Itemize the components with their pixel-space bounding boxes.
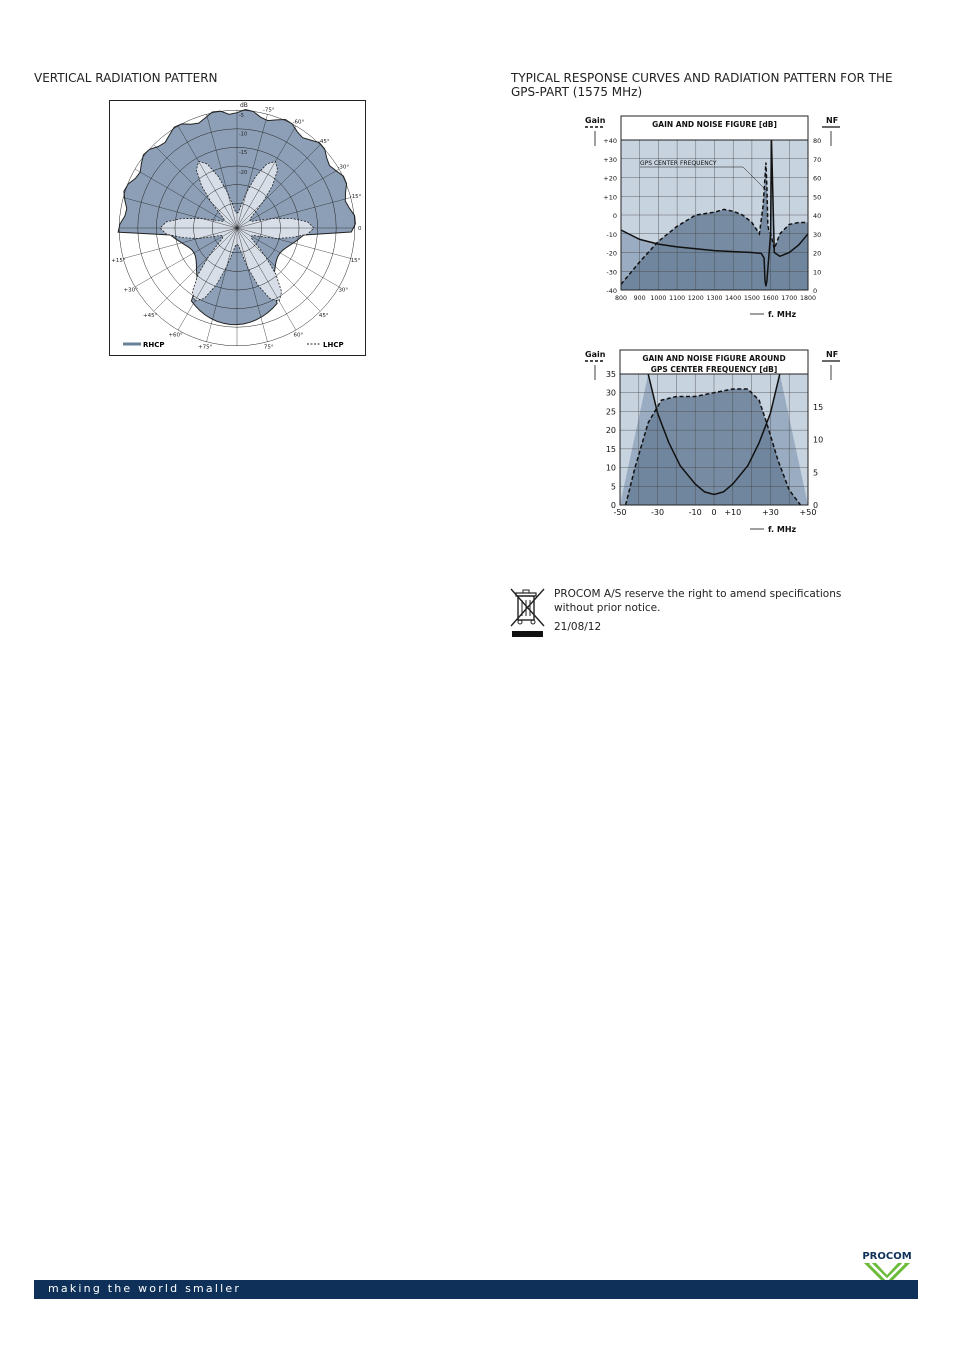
x-tick: 1000 — [650, 295, 667, 302]
polar-ring-label: -5 — [239, 112, 244, 119]
x-tick: 1800 — [799, 295, 817, 302]
x-tick: -50 — [613, 508, 627, 517]
polar-ring-label: -20 — [239, 169, 248, 176]
y-left-tick: 0 — [610, 501, 616, 510]
footer-bar — [34, 1280, 918, 1299]
y-left-tick: 5 — [610, 482, 616, 492]
x-tick: 0 — [711, 508, 717, 517]
polar-angle-label: 15° — [350, 257, 361, 264]
chart-title: GAIN AND NOISE FIGURE AROUND — [642, 354, 786, 363]
polar-ring-label: -15 — [239, 150, 248, 157]
polar-angle-label: -60° — [292, 119, 305, 126]
polar-angle-label: +45° — [143, 312, 158, 319]
y-left-tick: 15 — [605, 444, 616, 454]
x-tick: 1500 — [743, 295, 760, 302]
nf-axis-label: NF — [826, 350, 839, 359]
y-left-tick: 0 — [612, 212, 617, 220]
y-left-tick: 10 — [605, 463, 616, 473]
y-left-tick: +10 — [603, 193, 617, 202]
x-axis-label: f. MHz — [768, 310, 797, 319]
y-right-tick: 15 — [813, 402, 824, 412]
polar-angle-label: +30° — [123, 287, 138, 294]
notice-text: PROCOM A/S reserve the right to amend specifications without prior notice. — [554, 588, 842, 614]
y-left-tick: -20 — [606, 249, 617, 258]
polar-angle-label: +60° — [168, 332, 183, 339]
x-tick: +50 — [799, 508, 817, 517]
y-left-tick: 35 — [605, 370, 616, 379]
y-right-tick: 70 — [813, 155, 822, 164]
y-right-tick: 80 — [813, 137, 822, 145]
polar-ring-label: -10 — [239, 131, 248, 138]
x-tick: 1100 — [669, 295, 686, 302]
y-right-tick: 10 — [813, 435, 824, 445]
vertical-pattern-heading: VERTICAL RADIATION PATTERN — [34, 71, 218, 85]
gain-axis-label: Gain — [585, 350, 606, 359]
x-tick: +10 — [724, 508, 742, 517]
y-left-tick: -30 — [606, 268, 617, 277]
gain-nf-center-chart — [580, 346, 845, 538]
x-tick: 1400 — [725, 295, 742, 302]
x-tick: -30 — [651, 508, 665, 517]
legend-rhcp: RHCP — [143, 341, 165, 349]
x-axis-label: f. MHz — [768, 525, 797, 534]
x-tick: -10 — [688, 508, 702, 517]
x-tick: 800 — [614, 295, 628, 302]
y-right-tick: 0 — [813, 501, 819, 510]
response-curves-heading: TYPICAL RESPONSE CURVES AND RADIATION PATTERN FOR THE GPS-PART (1575 MHz) — [511, 71, 893, 99]
y-right-tick: 60 — [813, 174, 822, 183]
nf-axis-label: NF — [826, 116, 839, 125]
y-left-tick: 30 — [605, 388, 616, 398]
x-tick: 1200 — [687, 295, 704, 302]
brand-name: PROCOM — [862, 1251, 912, 1262]
polar-angle-label: +15° — [111, 257, 126, 264]
y-left-tick: -10 — [606, 230, 617, 239]
gain-nf-wideband-chart — [580, 112, 845, 322]
polar-angle-label: -75° — [262, 107, 275, 114]
polar-angle-label: +75° — [198, 344, 213, 351]
y-right-tick: 0 — [813, 287, 818, 295]
polar-angle-label: 75° — [263, 344, 274, 351]
polar-angle-label: -15° — [349, 194, 362, 201]
x-tick: 1300 — [706, 295, 723, 302]
notice-date: 21/08/12 — [554, 621, 602, 633]
polar-angle-label: 60° — [293, 332, 304, 339]
polar-angle-label: -45° — [317, 139, 330, 146]
y-left-tick: +30 — [603, 155, 617, 164]
chart-title: GPS CENTER FREQUENCY [dB] — [650, 365, 778, 374]
y-right-tick: 5 — [813, 468, 819, 478]
y-left-tick: +20 — [603, 174, 617, 183]
polar-angle-label: 0 — [358, 226, 362, 232]
x-tick: 900 — [633, 295, 646, 302]
polar-angle-label: -30° — [337, 164, 350, 171]
y-left-tick: 20 — [605, 426, 616, 436]
polar-radiation-chart — [109, 100, 366, 356]
x-tick: 1700 — [781, 295, 798, 302]
weee-bin-icon — [509, 586, 547, 640]
chart-title: GAIN AND NOISE FIGURE [dB] — [652, 120, 777, 129]
x-tick: +30 — [761, 508, 779, 517]
y-left-tick: 25 — [605, 407, 616, 417]
legend-lhcp: LHCP — [323, 341, 344, 349]
y-right-tick: 50 — [813, 193, 822, 202]
y-left-tick: -40 — [606, 287, 617, 295]
y-right-tick: 30 — [813, 230, 822, 239]
polar-angle-label: 45° — [318, 312, 329, 319]
footer-tagline: making the world smaller — [48, 1282, 242, 1295]
gain-axis-label: Gain — [585, 116, 606, 125]
polar-db-unit: dB — [240, 102, 248, 109]
x-tick: 1600 — [762, 295, 779, 302]
legal-notice — [554, 587, 844, 634]
y-right-tick: 20 — [813, 249, 822, 258]
y-left-tick: +40 — [603, 137, 617, 145]
gps-center-annotation: GPS CENTER FREQUENCY — [640, 160, 717, 167]
y-right-tick: 40 — [813, 212, 822, 220]
polar-angle-label: 30° — [338, 287, 349, 294]
y-right-tick: 10 — [813, 268, 822, 277]
